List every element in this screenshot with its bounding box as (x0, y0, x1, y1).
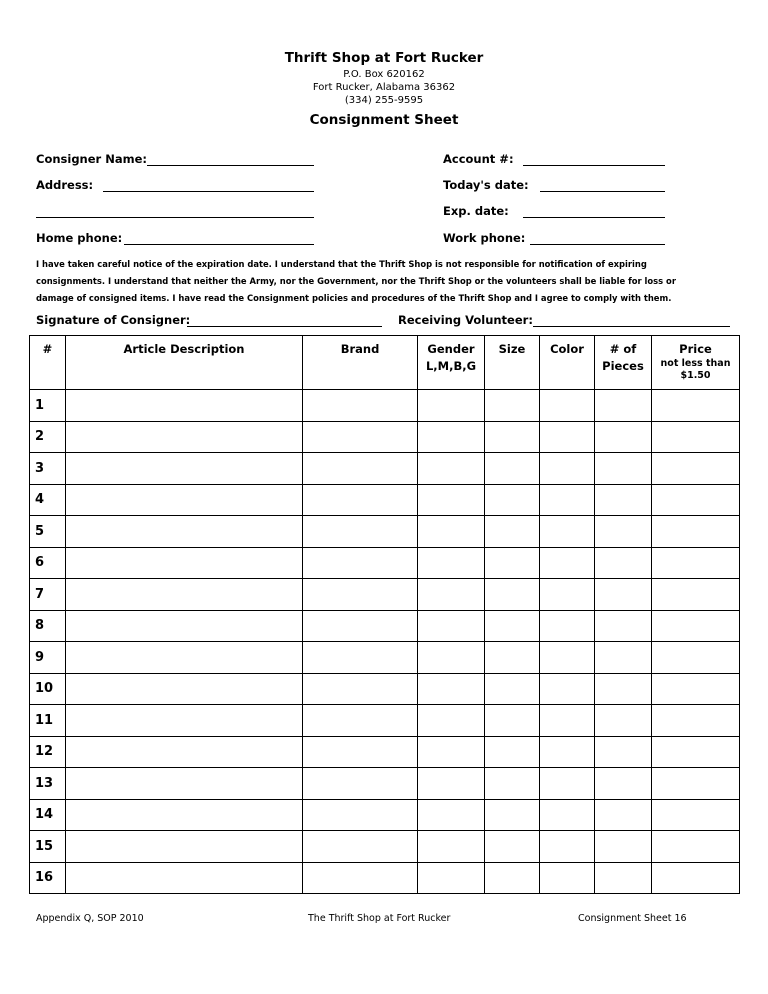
cell-color[interactable] (540, 421, 595, 453)
table-row (30, 453, 740, 485)
work-phone-line[interactable] (530, 244, 665, 245)
cell-pieces[interactable] (595, 421, 652, 453)
cell-price[interactable] (652, 484, 740, 516)
cell-size[interactable] (485, 579, 540, 611)
col-gender-label: Gender (427, 342, 475, 356)
cell-brand[interactable] (303, 736, 418, 768)
cell-size[interactable] (485, 484, 540, 516)
todays-date-line[interactable] (540, 191, 665, 192)
table-row (30, 484, 740, 516)
todays-date-label: Today's date: (443, 178, 529, 192)
cell-description[interactable] (66, 642, 303, 674)
cell-num: 16 (30, 862, 66, 894)
table-row (30, 610, 740, 642)
table-row (30, 421, 740, 453)
cell-description[interactable] (66, 705, 303, 737)
cell-num: 1 (30, 390, 66, 422)
consigner-name-line[interactable] (147, 165, 314, 166)
cell-pieces[interactable] (595, 547, 652, 579)
table-row (30, 547, 740, 579)
cell-size[interactable] (485, 390, 540, 422)
cell-pieces[interactable] (595, 705, 652, 737)
cell-description[interactable] (66, 673, 303, 705)
table-header-row (30, 336, 740, 390)
col-color: Color (540, 336, 595, 390)
cell-num: 10 (30, 673, 66, 705)
table-row (30, 673, 740, 705)
cell-size[interactable] (485, 799, 540, 831)
col-price-label: Price (679, 342, 712, 356)
cell-brand[interactable] (303, 705, 418, 737)
col-num: # (30, 336, 66, 390)
cell-gender[interactable] (418, 484, 485, 516)
cell-brand[interactable] (303, 390, 418, 422)
cell-color[interactable] (540, 673, 595, 705)
col-pieces-sub: Pieces (602, 359, 644, 373)
cell-gender[interactable] (418, 453, 485, 485)
cell-num: 15 (30, 831, 66, 863)
cell-gender[interactable] (418, 516, 485, 548)
cell-price[interactable] (652, 453, 740, 485)
cell-brand[interactable] (303, 768, 418, 800)
cell-size[interactable] (485, 705, 540, 737)
cell-size[interactable] (485, 453, 540, 485)
cell-color[interactable] (540, 484, 595, 516)
cell-pieces[interactable] (595, 768, 652, 800)
footer-center: The Thrift Shop at Fort Rucker (308, 913, 451, 924)
cell-pieces[interactable] (595, 579, 652, 611)
col-gender-sub: L,M,B,G (425, 359, 477, 373)
cell-price[interactable] (652, 705, 740, 737)
cell-num: 7 (30, 579, 66, 611)
cell-description[interactable] (66, 831, 303, 863)
table-row (30, 768, 740, 800)
address-line-2[interactable] (36, 217, 314, 218)
cell-size[interactable] (485, 642, 540, 674)
address-line[interactable] (103, 191, 314, 192)
signature-consigner-line[interactable] (187, 326, 382, 327)
col-price (652, 336, 740, 390)
cell-gender[interactable] (418, 862, 485, 894)
cell-price[interactable] (652, 516, 740, 548)
cell-color[interactable] (540, 736, 595, 768)
col-pieces-label: # of (609, 342, 637, 356)
cell-price[interactable] (652, 547, 740, 579)
cell-brand[interactable] (303, 799, 418, 831)
cell-description[interactable] (66, 421, 303, 453)
cell-description[interactable] (66, 547, 303, 579)
cell-description[interactable] (66, 736, 303, 768)
cell-description[interactable] (66, 390, 303, 422)
cell-color[interactable] (540, 390, 595, 422)
cell-size[interactable] (485, 831, 540, 863)
cell-color[interactable] (540, 705, 595, 737)
col-price-sub-2: $1.50 (680, 370, 711, 381)
cell-size[interactable] (485, 421, 540, 453)
cell-pieces[interactable] (595, 673, 652, 705)
notice-line-2: consignments. I understand that neither the Army, nor the Government, nor the Thrift Shop or the volunteers shall be liable for loss or (36, 276, 676, 286)
cell-description[interactable] (66, 799, 303, 831)
footer-left: Appendix Q, SOP 2010 (36, 913, 144, 924)
cell-size[interactable] (485, 768, 540, 800)
city-address: Fort Rucker, Alabama 36362 (312, 82, 456, 93)
cell-color[interactable] (540, 862, 595, 894)
cell-description[interactable] (66, 610, 303, 642)
cell-num: 2 (30, 421, 66, 453)
table-row (30, 862, 740, 894)
shop-title: Thrift Shop at Fort Rucker (284, 50, 484, 66)
cell-price[interactable] (652, 610, 740, 642)
table-row (30, 831, 740, 863)
cell-brand[interactable] (303, 610, 418, 642)
cell-description[interactable] (66, 484, 303, 516)
work-phone-label: Work phone: (443, 231, 526, 245)
cell-gender[interactable] (418, 421, 485, 453)
cell-price[interactable] (652, 390, 740, 422)
cell-description[interactable] (66, 862, 303, 894)
col-pieces (595, 336, 652, 390)
cell-brand[interactable] (303, 579, 418, 611)
cell-color[interactable] (540, 610, 595, 642)
cell-color[interactable] (540, 579, 595, 611)
cell-gender[interactable] (418, 390, 485, 422)
table-row (30, 579, 740, 611)
notice-line-3: damage of consigned items. I have read the Consignment policies and procedures of the Thrift Shop and I agree to comply with them. (36, 293, 672, 303)
address-label: Address: (36, 178, 94, 192)
notice-line-1: I have taken careful notice of the expiration date. I understand that the Thrift Shop is not responsible for notification of expiring (36, 259, 647, 269)
cell-color[interactable] (540, 799, 595, 831)
account-label: Account #: (443, 152, 514, 166)
cell-price[interactable] (652, 736, 740, 768)
phone-number: (334) 255-9595 (344, 95, 424, 106)
cell-gender[interactable] (418, 705, 485, 737)
cell-gender[interactable] (418, 642, 485, 674)
cell-pieces[interactable] (595, 831, 652, 863)
cell-gender[interactable] (418, 831, 485, 863)
cell-color[interactable] (540, 516, 595, 548)
cell-price[interactable] (652, 421, 740, 453)
cell-pieces[interactable] (595, 484, 652, 516)
account-line[interactable] (523, 165, 665, 166)
receiving-volunteer-label: Receiving Volunteer: (398, 313, 533, 327)
cell-num: 12 (30, 736, 66, 768)
cell-brand[interactable] (303, 673, 418, 705)
cell-price[interactable] (652, 831, 740, 863)
cell-num: 13 (30, 768, 66, 800)
cell-price[interactable] (652, 642, 740, 674)
cell-brand[interactable] (303, 831, 418, 863)
exp-date-line[interactable] (523, 217, 665, 218)
cell-gender[interactable] (418, 610, 485, 642)
cell-price[interactable] (652, 799, 740, 831)
cell-gender[interactable] (418, 579, 485, 611)
cell-num: 3 (30, 453, 66, 485)
exp-date-label: Exp. date: (443, 204, 509, 218)
cell-description[interactable] (66, 516, 303, 548)
cell-color[interactable] (540, 453, 595, 485)
sheet-title: Consignment Sheet (309, 112, 459, 128)
cell-brand[interactable] (303, 547, 418, 579)
cell-size[interactable] (485, 547, 540, 579)
cell-size[interactable] (485, 610, 540, 642)
cell-gender[interactable] (418, 673, 485, 705)
table-row (30, 516, 740, 548)
cell-color[interactable] (540, 642, 595, 674)
cell-gender[interactable] (418, 768, 485, 800)
cell-pieces[interactable] (595, 736, 652, 768)
cell-size[interactable] (485, 736, 540, 768)
cell-description[interactable] (66, 453, 303, 485)
cell-color[interactable] (540, 831, 595, 863)
cell-price[interactable] (652, 768, 740, 800)
cell-color[interactable] (540, 547, 595, 579)
cell-price[interactable] (652, 862, 740, 894)
cell-brand[interactable] (303, 484, 418, 516)
footer-right: Consignment Sheet 16 (578, 913, 687, 924)
po-box: P.O. Box 620162 (343, 69, 425, 80)
cell-description[interactable] (66, 579, 303, 611)
cell-price[interactable] (652, 673, 740, 705)
home-phone-label: Home phone: (36, 231, 123, 245)
cell-gender[interactable] (418, 547, 485, 579)
col-brand: Brand (303, 336, 418, 390)
cell-color[interactable] (540, 768, 595, 800)
cell-pieces[interactable] (595, 516, 652, 548)
col-size: Size (485, 336, 540, 390)
cell-gender[interactable] (418, 736, 485, 768)
cell-size[interactable] (485, 862, 540, 894)
table-row (30, 642, 740, 674)
cell-pieces[interactable] (595, 390, 652, 422)
cell-brand[interactable] (303, 421, 418, 453)
cell-num: 8 (30, 610, 66, 642)
cell-size[interactable] (485, 516, 540, 548)
col-description: Article Description (66, 336, 303, 390)
table-row (30, 736, 740, 768)
cell-brand[interactable] (303, 642, 418, 674)
table-row (30, 390, 740, 422)
receiving-volunteer-line[interactable] (533, 326, 730, 327)
cell-num: 5 (30, 516, 66, 548)
cell-gender[interactable] (418, 799, 485, 831)
col-gender (418, 336, 485, 390)
table-row (30, 705, 740, 737)
cell-pieces[interactable] (595, 862, 652, 894)
cell-num: 6 (30, 547, 66, 579)
cell-brand[interactable] (303, 516, 418, 548)
cell-pieces[interactable] (595, 642, 652, 674)
cell-num: 9 (30, 642, 66, 674)
table-row (30, 799, 740, 831)
consignment-notice (36, 256, 736, 307)
col-price-sub-1: not less than (660, 358, 731, 369)
consigner-name-label: Consigner Name: (36, 152, 147, 166)
cell-price[interactable] (652, 579, 740, 611)
cell-num: 11 (30, 705, 66, 737)
cell-brand[interactable] (303, 862, 418, 894)
cell-brand[interactable] (303, 453, 418, 485)
signature-consigner-label: Signature of Consigner: (36, 313, 191, 327)
cell-num: 4 (30, 484, 66, 516)
home-phone-line[interactable] (124, 244, 314, 245)
cell-description[interactable] (66, 768, 303, 800)
cell-size[interactable] (485, 673, 540, 705)
cell-pieces[interactable] (595, 799, 652, 831)
consignment-table (29, 335, 740, 894)
cell-pieces[interactable] (595, 453, 652, 485)
cell-num: 14 (30, 799, 66, 831)
cell-pieces[interactable] (595, 610, 652, 642)
